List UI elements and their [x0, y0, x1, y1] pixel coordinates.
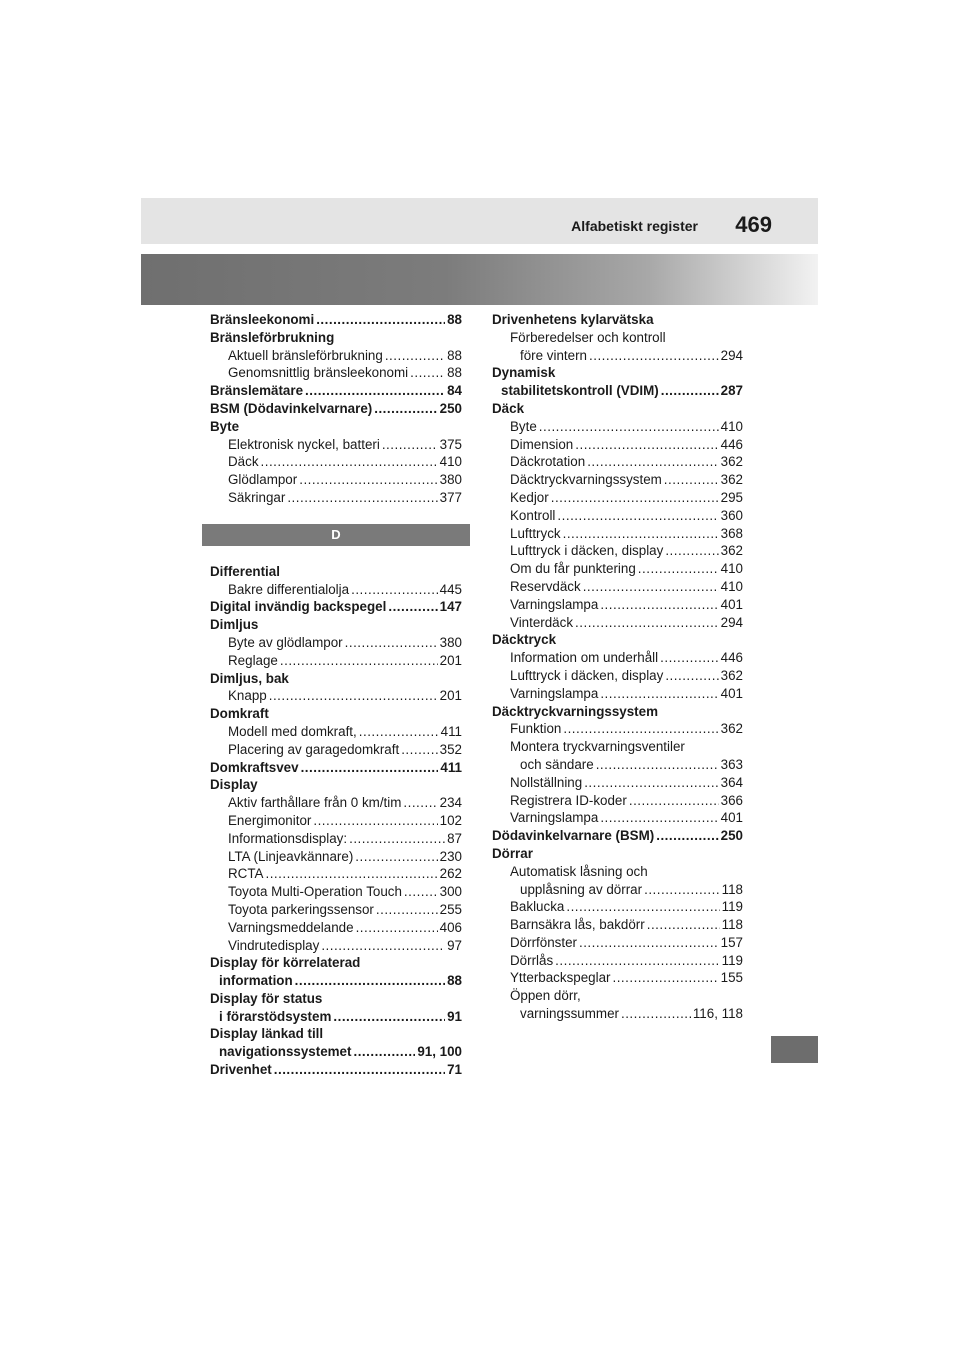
page-reference[interactable]: 380 [439, 634, 462, 650]
index-entry-text: upplåsning av dörrar [520, 881, 643, 897]
dot-leader [600, 685, 718, 703]
index-entry-text: Display för status [210, 990, 323, 1006]
dot-leader [382, 436, 438, 454]
index-entry [492, 418, 743, 436]
index-entry [492, 1005, 743, 1023]
index-entry-text: Montera tryckvarningsventiler [510, 739, 685, 755]
page-reference[interactable]: 71 [447, 1062, 462, 1078]
index-entry [492, 578, 743, 596]
index-entry-text: Registrera ID-koder [510, 792, 627, 808]
index-entry [492, 489, 743, 507]
index-entry [492, 400, 743, 418]
page-reference[interactable]: 97 [447, 937, 462, 953]
dot-leader [353, 1043, 415, 1061]
index-entry [492, 809, 743, 827]
page-reference[interactable]: 445 [439, 581, 462, 597]
index-column-right [492, 311, 743, 1023]
index-entry-text: Toyota Multi-Operation Touch [228, 884, 402, 900]
index-entry-text: Bränsleekonomi [210, 312, 315, 327]
index-entry-text: Lufttryck [510, 525, 561, 541]
page-reference[interactable]: 410 [720, 578, 743, 594]
index-entry-text: LTA (Linjeavkännare) [228, 848, 354, 864]
index-entry-text: Däckrotation [510, 454, 586, 470]
index-entry-text: Automatisk låsning och [510, 863, 648, 879]
index-entry [210, 830, 462, 848]
index-entry [492, 952, 743, 970]
index-entry-text: Domkraft [210, 706, 269, 722]
index-entry-text: Reglage [228, 652, 278, 668]
page-reference[interactable]: 352 [439, 741, 462, 757]
page-reference[interactable]: 363 [720, 756, 743, 772]
index-entry [492, 667, 743, 685]
index-entry [210, 489, 462, 507]
page-reference[interactable]: 377 [439, 489, 462, 505]
dot-leader [305, 382, 445, 400]
index-entry [492, 382, 743, 400]
index-entry-text: Bränslemätare [210, 383, 304, 399]
index-entry [492, 863, 743, 881]
page-reference[interactable]: 157 [720, 934, 743, 950]
page-reference[interactable]: 368 [720, 525, 743, 541]
index-entry [210, 1008, 462, 1026]
page-reference[interactable]: 118 [721, 881, 743, 897]
index-entry [210, 919, 462, 937]
index-entry-text: Placering av garagedomkraft [228, 741, 400, 757]
dot-leader [600, 596, 718, 614]
index-entry [210, 382, 462, 400]
index-entry-text: Dimension [510, 436, 574, 452]
index-entry-text: Öppen dörr, [510, 988, 581, 1004]
index-entry [492, 827, 743, 845]
index-entry [210, 471, 462, 489]
dot-leader [374, 400, 437, 418]
index-entry-text: Varningslampa [510, 596, 599, 612]
index-entry-text: Lufttryck i däcken, display [510, 543, 664, 559]
index-entry-text: Baklucka [510, 899, 565, 915]
index-entry [492, 560, 743, 578]
index-column-left [210, 311, 462, 1079]
page-reference[interactable]: 262 [439, 866, 462, 882]
index-entry [210, 670, 462, 688]
dot-leader [665, 542, 718, 560]
dot-leader [539, 418, 719, 436]
header-band [141, 254, 818, 305]
page-reference[interactable]: 155 [720, 970, 743, 986]
index-entry [210, 1061, 462, 1079]
index-entry-text: Förberedelser och kontroll [510, 329, 666, 345]
dot-leader [388, 598, 437, 616]
index-entry [210, 705, 462, 723]
index-entry [210, 581, 462, 599]
index-entry [210, 865, 462, 883]
index-entry [210, 794, 462, 812]
index-entry [492, 792, 743, 810]
page-reference[interactable]: 446 [720, 650, 743, 666]
index-entry [492, 614, 743, 632]
dot-leader [359, 723, 439, 741]
index-entry [492, 845, 743, 863]
dot-leader [660, 649, 719, 667]
index-entry [210, 741, 462, 759]
index-entry-text: RCTA [228, 866, 264, 882]
index-entry [210, 453, 462, 471]
index-entry-text: Reservdäck [510, 578, 581, 594]
index-entry-text: Funktion [510, 721, 562, 737]
index-entry [492, 934, 743, 952]
page-reference[interactable]: 230 [439, 848, 462, 864]
page-reference[interactable]: 88 [447, 973, 462, 989]
page-reference[interactable]: 401 [720, 685, 743, 701]
index-entry-text: Dörrlås [510, 952, 554, 968]
index-entry [210, 812, 462, 830]
page-reference[interactable]: 119 [721, 899, 743, 915]
dot-leader [656, 827, 718, 845]
index-entry-text: Aktiv farthållare från 0 km/tim [228, 795, 402, 811]
page-reference[interactable]: 250 [720, 828, 743, 844]
page-reference[interactable]: 375 [439, 436, 462, 452]
dot-leader [644, 881, 720, 899]
index-entry [492, 453, 743, 471]
index-entry-text: Modell med domkraft, [228, 723, 357, 739]
page-reference[interactable]: 294 [720, 614, 743, 630]
page-reference[interactable]: 406 [439, 919, 462, 935]
page-reference[interactable]: 119 [721, 952, 743, 968]
page-reference[interactable]: 88 [447, 347, 462, 363]
index-entry [210, 634, 462, 652]
dot-leader [575, 614, 719, 632]
index-entry [492, 311, 743, 329]
index-entry-text: Dimljus, bak [210, 670, 289, 686]
index-entry [492, 596, 743, 614]
dot-leader [566, 898, 719, 916]
dot-leader [269, 687, 438, 705]
index-entry [492, 525, 743, 543]
index-entry-text: Lufttryck i däcken, display [510, 667, 664, 683]
dot-leader [265, 865, 437, 883]
page-reference[interactable]: 380 [439, 472, 462, 488]
index-entry-text: Display [210, 777, 258, 793]
index-entry [210, 652, 462, 670]
index-entry-text: Varningsmeddelande [228, 919, 354, 935]
dot-leader [316, 311, 445, 329]
index-entry-text: Om du får punktering [510, 561, 636, 577]
page-reference[interactable]: 255 [439, 901, 462, 917]
index-entry [210, 418, 462, 436]
index-entry-text: Display länkad till [210, 1026, 324, 1042]
index-entry [492, 720, 743, 738]
dot-leader [333, 1008, 445, 1026]
index-entry-text: Däcktryckvarningssystem [510, 472, 662, 488]
dot-leader [638, 560, 719, 578]
page-reference[interactable]: 294 [720, 347, 743, 363]
index-entry-text: Bränsleförbrukning [210, 329, 335, 345]
index-entry-text: Ytterbackspeglar [510, 970, 611, 986]
index-entry [210, 400, 462, 418]
index-entry-text: Information om underhåll [510, 650, 659, 666]
index-entry [210, 598, 462, 616]
page-reference[interactable]: 446 [720, 436, 743, 452]
index-entry [210, 990, 462, 1008]
index-entry-text: Vindrutedisplay [228, 937, 320, 953]
dot-leader [664, 471, 719, 489]
index-entry [492, 774, 743, 792]
index-entry [492, 738, 743, 756]
section-header-d: D [202, 524, 470, 546]
index-entry [210, 436, 462, 454]
page-reference[interactable]: 88 [447, 365, 462, 381]
page-reference[interactable]: 410 [720, 561, 743, 577]
dot-leader [587, 453, 718, 471]
index-entry [492, 542, 743, 560]
index-entry [492, 916, 743, 934]
index-entry-text: Toyota parkeringssensor [228, 901, 374, 917]
index-entry-text: Dörrfönster [510, 934, 577, 950]
dot-leader [351, 581, 438, 599]
index-entry [210, 759, 462, 777]
dot-leader [563, 525, 719, 543]
page-reference[interactable]: 362 [720, 454, 743, 470]
page-reference[interactable]: 84 [447, 383, 462, 399]
index-entry-text: Dynamisk [492, 365, 556, 381]
page-reference[interactable]: 362 [720, 472, 743, 488]
dot-leader [621, 1005, 691, 1023]
index-group-b [210, 311, 462, 507]
index-entry-text: Glödlampor [228, 472, 298, 488]
index-entry-text: Dödavinkelvarnare (BSM) [492, 828, 655, 844]
index-entry-text: Knapp [228, 688, 267, 704]
index-entry [492, 969, 743, 987]
page-reference[interactable]: 411 [440, 759, 462, 775]
index-entry-text: Display för körrelaterad [210, 955, 361, 971]
index-entry [492, 347, 743, 365]
page-reference[interactable]: 362 [720, 543, 743, 559]
dot-leader [661, 382, 719, 400]
page-reference[interactable]: 102 [439, 812, 462, 828]
index-entry [210, 883, 462, 901]
dot-leader [401, 741, 437, 759]
dot-leader [274, 1061, 445, 1079]
dot-leader [295, 972, 445, 990]
index-entry-text: Drivenhetens kylarvätska [492, 312, 654, 327]
page-reference[interactable]: 362 [720, 667, 743, 683]
page-reference[interactable]: 411 [440, 723, 462, 739]
index-entry [210, 972, 462, 990]
index-entry [210, 954, 462, 972]
dot-leader [583, 578, 719, 596]
index-entry-text: navigationssystemet [219, 1044, 352, 1060]
index-entry [492, 649, 743, 667]
index-entry-text: Däcktryck [492, 632, 557, 648]
page-reference[interactable]: 201 [439, 652, 462, 668]
index-entry [492, 756, 743, 774]
dot-leader [410, 364, 445, 382]
dot-leader [299, 471, 437, 489]
page-reference[interactable]: 88 [447, 312, 462, 327]
dot-leader [301, 759, 439, 777]
index-entry-text: Informationsdisplay: [228, 830, 348, 846]
page-reference[interactable]: 401 [720, 596, 743, 612]
index-entry-text: Byte [210, 418, 240, 434]
dot-leader [261, 453, 438, 471]
page-reference[interactable]: 410 [720, 418, 743, 434]
index-entry [210, 723, 462, 741]
dot-leader [349, 830, 445, 848]
index-entry [210, 1025, 462, 1043]
index-entry-text: Kedjor [510, 489, 549, 505]
index-entry [210, 937, 462, 955]
page-reference[interactable]: 287 [720, 383, 743, 399]
index-entry-text: Genomsnittlig bränsleekonomi [228, 365, 409, 381]
index-entry [210, 311, 462, 329]
index-entry-text: Bakre differentialolja [228, 581, 350, 597]
index-entry-text: Differential [210, 563, 280, 579]
index-entry-text: före vintern [520, 347, 587, 363]
index-entry-text: Byte [510, 418, 537, 434]
index-entry-text: Dimljus [210, 617, 259, 633]
page-reference[interactable]: 364 [720, 774, 743, 790]
index-entry-text: Däck [228, 454, 259, 470]
page-reference[interactable]: 91 [447, 1008, 462, 1024]
index-entry-text: stabilitetskontroll (VDIM) [501, 383, 659, 399]
index-entry [210, 901, 462, 919]
dot-leader [355, 848, 437, 866]
index-entry [210, 687, 462, 705]
page-reference[interactable]: 118 [721, 917, 743, 933]
index-entry [492, 631, 743, 649]
index-entry [210, 347, 462, 365]
index-entry-text: Varningslampa [510, 685, 599, 701]
page-reference[interactable]: 295 [720, 489, 743, 505]
page-header [141, 198, 818, 244]
dot-leader [287, 489, 437, 507]
page-reference[interactable]: 410 [439, 454, 462, 470]
index-entry [492, 987, 743, 1005]
page-reference[interactable]: 362 [720, 721, 743, 737]
index-entry-text: Nollställning [510, 774, 583, 790]
dot-leader [589, 347, 719, 365]
index-entry-text: Varningslampa [510, 810, 599, 826]
index-entry [492, 436, 743, 454]
dot-leader [376, 901, 438, 919]
page-reference[interactable]: 116, 118 [692, 1006, 743, 1022]
page-reference[interactable]: 401 [720, 810, 743, 826]
dot-leader [579, 934, 719, 952]
index-entry [210, 563, 462, 581]
index-entry-text: varningssummer [520, 1006, 619, 1022]
dot-leader [555, 952, 719, 970]
dot-leader [612, 969, 718, 987]
page-reference[interactable]: 360 [720, 507, 743, 523]
index-entry [210, 616, 462, 634]
index-entry-text: Dörrar [492, 845, 533, 861]
index-entry [492, 685, 743, 703]
dot-leader [584, 774, 718, 792]
index-group-d-continued [492, 311, 743, 1023]
index-entry [492, 507, 743, 525]
dot-leader [557, 507, 718, 525]
dot-leader [356, 919, 438, 937]
index-group-d [210, 563, 462, 1079]
index-entry [492, 329, 743, 347]
index-entry-text: Vinterdäck [510, 614, 574, 630]
index-entry [492, 471, 743, 489]
dot-leader [629, 792, 719, 810]
index-entry-text: Kontroll [510, 507, 556, 523]
page-reference[interactable]: 300 [439, 884, 462, 900]
dot-leader [563, 720, 718, 738]
index-entry-text: Däcktryckvarningssystem [492, 703, 658, 719]
dot-leader [403, 794, 437, 812]
index-entry-text: och sändare [520, 756, 594, 772]
page-reference[interactable]: 87 [447, 830, 462, 846]
dot-leader [313, 812, 437, 830]
index-entry-text: Elektronisk nyckel, batteri [228, 436, 380, 452]
dot-leader [551, 489, 719, 507]
index-entry [492, 364, 743, 382]
index-entry-text: Drivenhet [210, 1062, 272, 1078]
index-entry-text: Byte av glödlampor [228, 634, 343, 650]
dot-leader [321, 937, 445, 955]
dot-leader [280, 652, 438, 670]
dot-leader [345, 634, 438, 652]
dot-leader [647, 916, 720, 934]
side-tab-marker [771, 1036, 818, 1063]
index-entry-text: Däck [492, 400, 525, 416]
page-number: 469 [735, 212, 772, 237]
index-entry [210, 364, 462, 382]
dot-leader [575, 436, 718, 454]
index-entry-text: i förarstödsystem [219, 1008, 332, 1024]
index-entry [492, 898, 743, 916]
index-entry-text: Domkraftsvev [210, 759, 299, 775]
page-reference[interactable]: 147 [439, 599, 462, 615]
dot-leader [596, 756, 719, 774]
index-entry-text: Energimonitor [228, 812, 312, 828]
page-reference[interactable]: 250 [439, 400, 462, 416]
index-entry [492, 881, 743, 899]
index-entry [210, 848, 462, 866]
index-entry [210, 1043, 462, 1061]
dot-leader [404, 883, 438, 901]
page-reference[interactable]: 234 [439, 795, 462, 811]
index-entry-text: Digital invändig backspegel [210, 599, 387, 615]
index-entry-text: information [219, 973, 293, 989]
page-reference[interactable]: 91, 100 [417, 1044, 462, 1060]
index-entry [492, 703, 743, 721]
index-entry-text: Säkringar [228, 489, 286, 505]
page-reference[interactable]: 201 [439, 688, 462, 704]
page-reference[interactable]: 366 [720, 792, 743, 808]
dot-leader [600, 809, 718, 827]
dot-leader [665, 667, 718, 685]
dot-leader [385, 347, 445, 365]
index-entry-text: Aktuell bränsleförbrukning [228, 347, 383, 363]
section-title: Alfabetiskt register [571, 218, 698, 234]
index-entry-text: BSM (Dödavinkelvarnare) [210, 400, 373, 416]
index-entry [210, 329, 462, 347]
index-entry-text: Barnsäkra lås, bakdörr [510, 917, 645, 933]
index-entry [210, 776, 462, 794]
